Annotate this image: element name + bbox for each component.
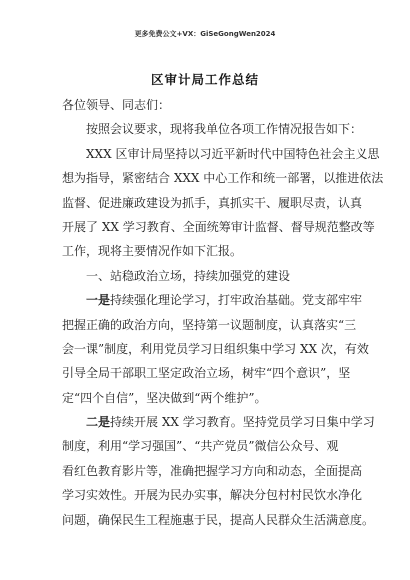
paragraph-line: 定“四个自信”，坚决做到“两个维护”。 xyxy=(62,390,267,405)
paragraph-line: XXX 区审计局坚持以习近平新时代中国特色社会主义思 xyxy=(86,146,380,161)
document-body xyxy=(62,93,384,532)
paragraph-line: 工作，现将主要情况作如下汇报。 xyxy=(62,244,243,259)
paragraph-line: 想为指导，紧密结合 XXX 中心工作和统一部署，以推进依法 xyxy=(62,171,384,186)
paragraph-text: 持续强化理论学习，打牢政治基础。党支部牢牢 xyxy=(110,293,363,308)
paragraph-line: 看红色教育影片等，准确把握学习方向和动态，全面提高 xyxy=(62,463,363,478)
paragraph-line: 引导全局干部职工坚定政治立场，树牢“四个意识”，坚 xyxy=(62,366,351,381)
paragraph-line: 问题，确保民生工程施惠于民，提高人民群众生活满意度。 xyxy=(62,512,375,527)
document-title: 区审计局工作总结 xyxy=(150,72,259,87)
paragraph-line: 开展了 XX 学习教育、全面统筹审计监督、督导规范整改等 xyxy=(62,219,375,234)
paragraph-line: 把握正确的政治方向，坚持第一议题制度，认真落实“三 xyxy=(62,317,357,332)
paragraph-line xyxy=(62,288,372,312)
paragraph-line: 按照会议要求，现将我单位各项工作情况报告如下： xyxy=(86,122,363,137)
paragraph-line: 制度，利用“学习强国”、“共产党员”微信公众号、观 xyxy=(62,439,339,454)
paragraph-line: 学习实效性。开展为民办实事，解决分包村村民饮水净化 xyxy=(62,488,363,503)
salutation: 各位领导、同志们： xyxy=(62,98,171,112)
paragraph-text: 持续开展 XX 学习教育。坚持党员学习日集中学习 xyxy=(110,415,375,430)
section-heading: 一、站稳政治立场，持续加强党的建设 xyxy=(86,268,291,283)
top-note: 更多免费公文+VX：GiSeGongWen2024 xyxy=(134,30,276,38)
bold-lead: 一是 xyxy=(86,293,111,308)
paragraph-line: 监督、促进廉政建设为抓手，真抓实干、履职尽责，认真 xyxy=(62,195,363,210)
bold-lead: 二是 xyxy=(86,415,111,430)
paragraph-line: 会一课”制度，利用党员学习日组织集中学习 XX 次，有效 xyxy=(62,341,369,356)
paragraph-line xyxy=(62,410,375,434)
